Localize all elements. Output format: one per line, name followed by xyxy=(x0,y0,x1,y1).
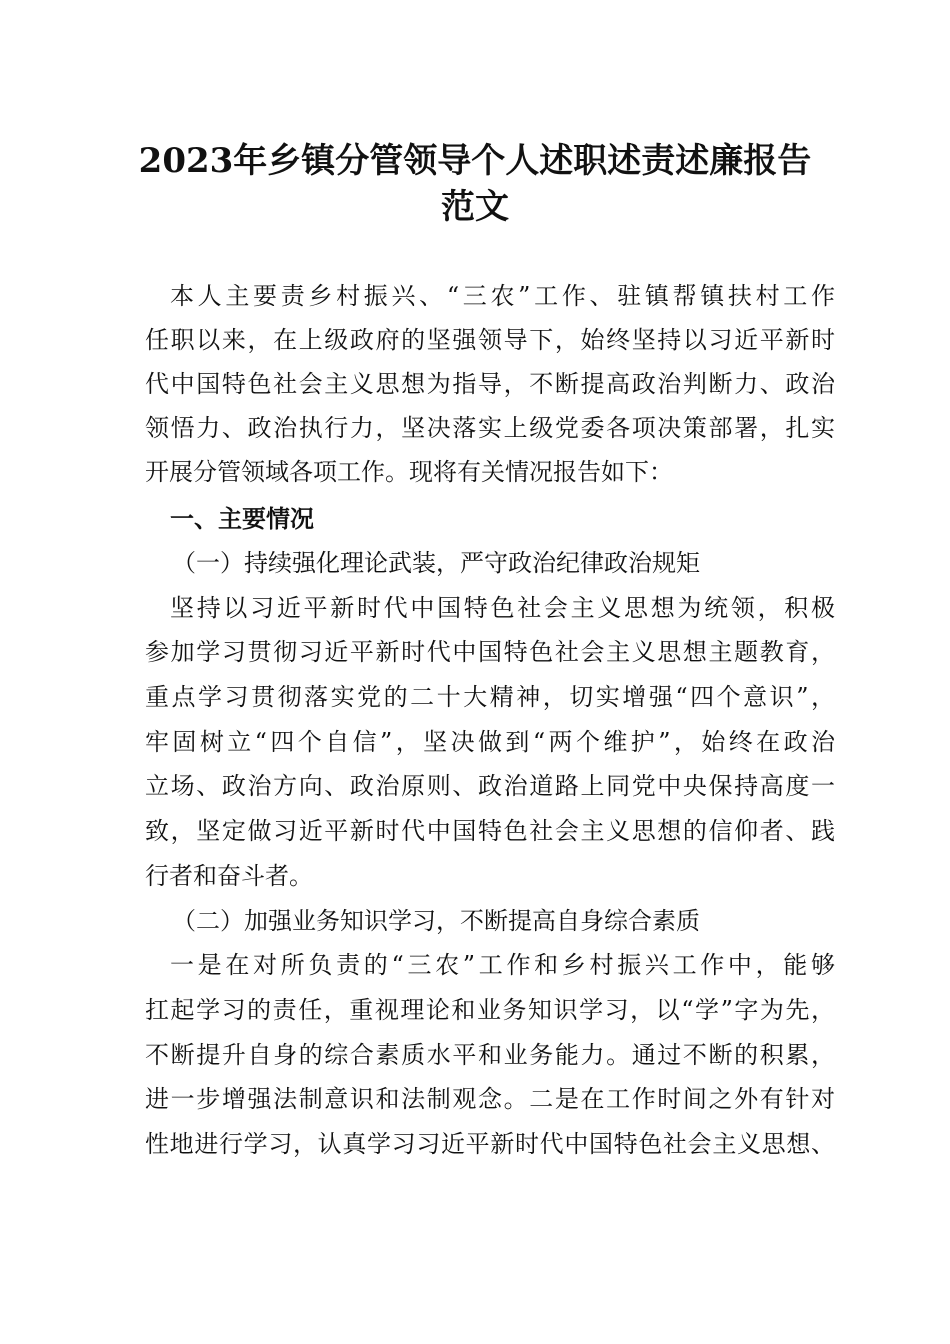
body-line-13: 致，坚定做习近平新时代中国特色社会主义思想的信仰者、践 xyxy=(145,817,835,845)
document-title-line-1: 2023年乡镇分管领导个人述职述责述廉报告 xyxy=(138,141,812,181)
body-line-19: 进一步增强法制意识和法制观念。二是在工作时间之外有针对 xyxy=(145,1085,835,1113)
body-line-4: 领悟力、政治执行力，坚决落实上级党委各项决策部署，扎实 xyxy=(145,414,835,442)
body-line-2: 任职以来，在上级政府的坚强领导下，始终坚持以习近平新时 xyxy=(145,326,835,354)
body-line-14: 行者和奋斗者。 xyxy=(145,862,313,890)
body-line-11: 牢固树立“四个自信”，坚决做到“两个维护”，始终在政治 xyxy=(145,728,835,756)
body-line-17: 扛起学习的责任，重视理论和业务知识学习，以“学”字为先， xyxy=(145,996,835,1024)
body-line-12: 立场、政治方向、政治原则、政治道路上同党中央保持高度一 xyxy=(145,772,835,800)
body-line-8: 坚持以习近平新时代中国特色社会主义思想为统领，积极 xyxy=(170,594,835,622)
subsection-heading-1: （一）持续强化理论武装，严守政治纪律政治规矩 xyxy=(172,549,700,577)
body-line-20: 性地进行学习，认真学习习近平新时代中国特色社会主义思想、 xyxy=(145,1130,835,1158)
body-line-1: 本人主要责乡村振兴、“三农”工作、驻镇帮镇扶村工作 xyxy=(170,282,835,310)
body-line-3: 代中国特色社会主义思想为指导，不断提高政治判断力、政治 xyxy=(145,370,835,398)
body-line-9: 参加学习贯彻习近平新时代中国特色社会主义思想主题教育， xyxy=(145,638,835,666)
body-line-5: 开展分管领域各项工作。现将有关情况报告如下： xyxy=(145,458,673,486)
body-line-16: 一是在对所负责的“三农”工作和乡村振兴工作中，能够 xyxy=(170,951,835,979)
document-title-line-2: 范文 xyxy=(441,187,509,227)
subsection-heading-2: （二）加强业务知识学习，不断提高自身综合素质 xyxy=(172,907,700,935)
body-line-18: 不断提升自身的综合素质水平和业务能力。通过不断的积累， xyxy=(145,1041,835,1069)
section-heading-1: 一、主要情况 xyxy=(170,505,314,533)
body-line-10: 重点学习贯彻落实党的二十大精神，切实增强“四个意识”， xyxy=(145,683,835,711)
